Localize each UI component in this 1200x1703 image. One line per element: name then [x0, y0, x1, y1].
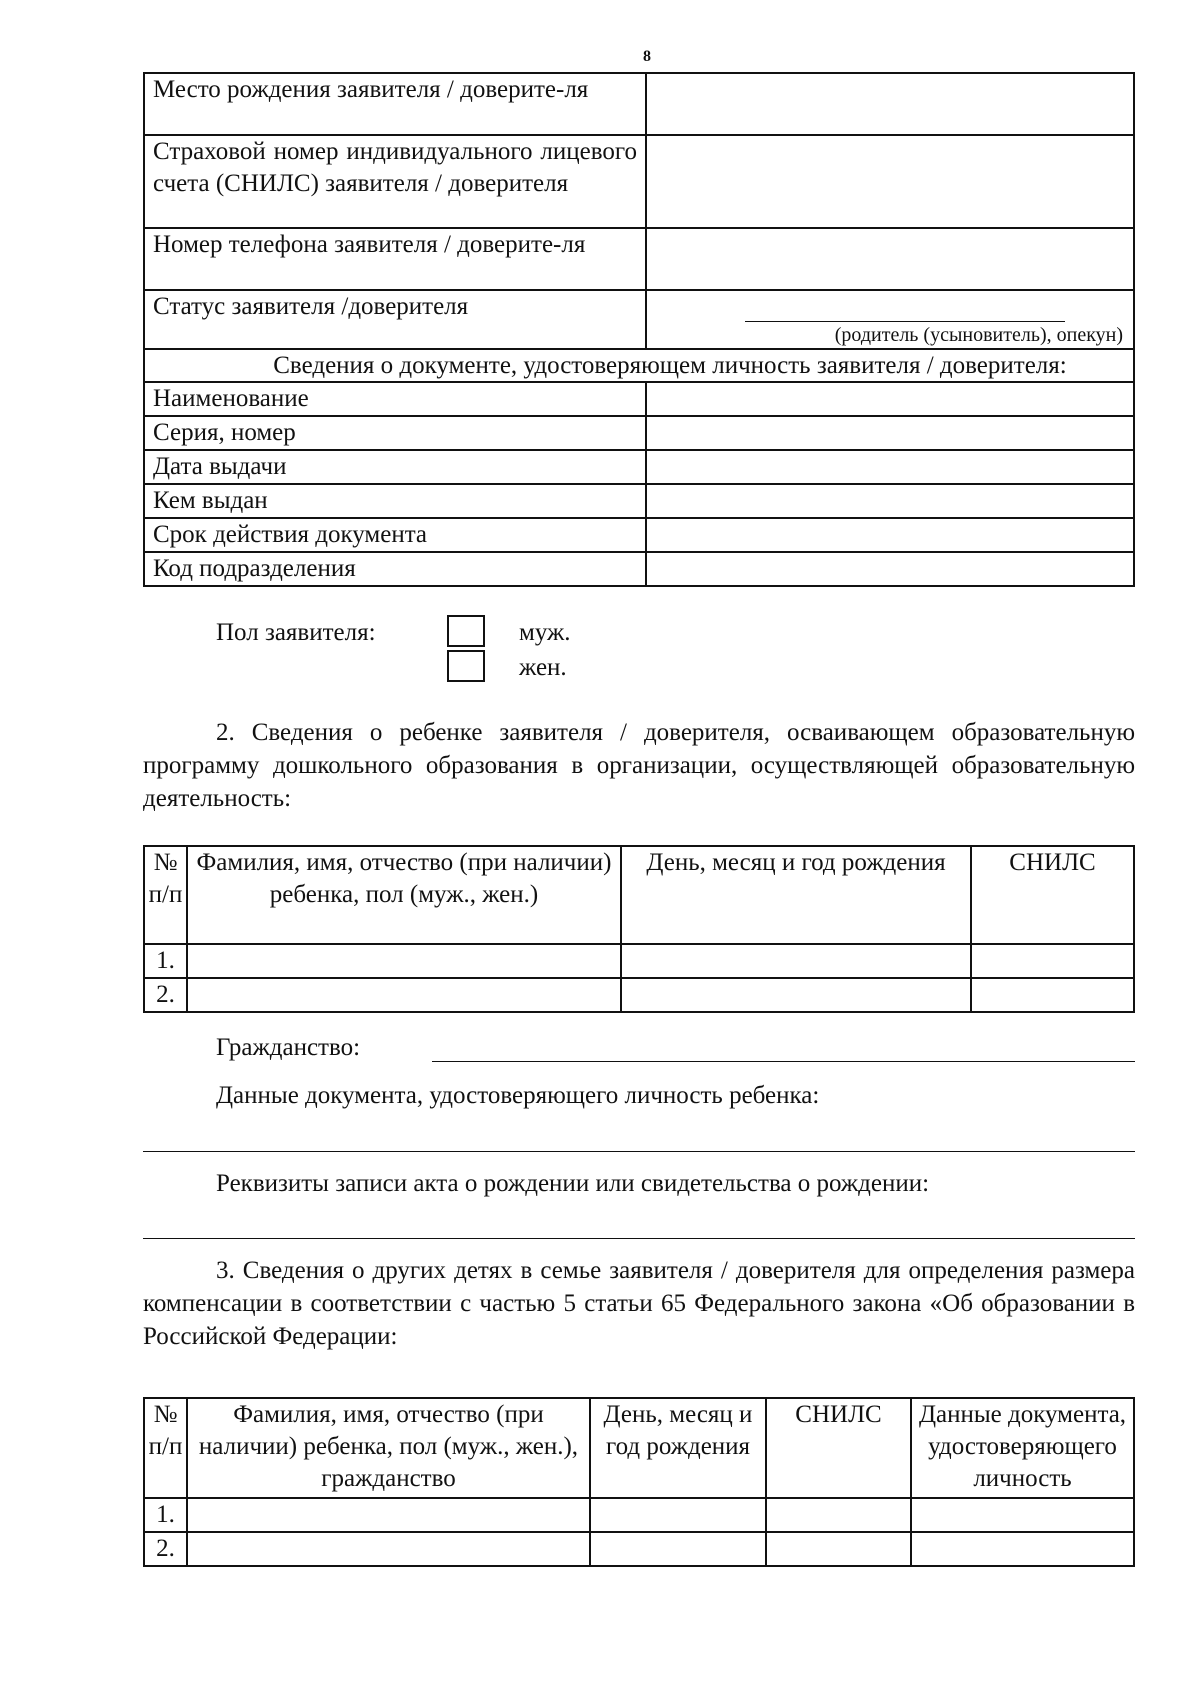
- id-doc-date-field[interactable]: [646, 450, 1134, 484]
- id-doc-name-label: Наименование: [144, 382, 646, 416]
- child-name-cell[interactable]: [187, 978, 621, 1012]
- row-number: 1.: [144, 944, 187, 978]
- birthplace-label: Место рождения заявителя / доверите-ля: [144, 73, 646, 135]
- child-table-header-number: № п/п: [144, 846, 187, 944]
- gender-female-checkbox[interactable]: [447, 650, 485, 682]
- child-birthdate-cell[interactable]: [621, 978, 971, 1012]
- id-doc-heading: Сведения о документе, удостоверяющем личность заявителя / доверителя:: [144, 349, 1134, 382]
- other-table-header-name: Фамилия, имя, отчество (при наличии) ребенка, пол (муж., жен.), гражданство: [187, 1398, 590, 1498]
- phone-label: Номер телефона заявителя / доверите-ля: [144, 228, 646, 290]
- gender-label: Пол заявителя:: [216, 619, 376, 646]
- table-row: [144, 978, 1134, 1012]
- other-children-table: [143, 1397, 1135, 1567]
- birth-act-field[interactable]: [143, 1238, 1135, 1239]
- other-table-header-birthdate: День, месяц и год рождения: [590, 1398, 766, 1498]
- row-number: 1.: [144, 1498, 187, 1532]
- id-doc-dept-code-field[interactable]: [646, 552, 1134, 586]
- phone-field[interactable]: [646, 228, 1134, 290]
- gender-female-label: жен.: [519, 654, 567, 681]
- child-doc-field[interactable]: [143, 1151, 1135, 1152]
- other-birthdate-cell[interactable]: [590, 1498, 766, 1532]
- other-table-header-number: № п/п: [144, 1398, 187, 1498]
- other-name-cell[interactable]: [187, 1532, 590, 1566]
- id-doc-validity-label: Срок действия документа: [144, 518, 646, 552]
- other-table-header-snils: СНИЛС: [766, 1398, 911, 1498]
- id-doc-series-label: Серия, номер: [144, 416, 646, 450]
- child-snils-cell[interactable]: [971, 944, 1134, 978]
- other-name-cell[interactable]: [187, 1498, 590, 1532]
- birthplace-field[interactable]: [646, 73, 1134, 135]
- other-snils-cell[interactable]: [766, 1532, 911, 1566]
- child-name-cell[interactable]: [187, 944, 621, 978]
- id-doc-date-label: Дата выдачи: [144, 450, 646, 484]
- section-3-text: 3. Сведения о других детях в семье заявителя / доверителя для определения размера компенсации в соответствии с частью 5 статьи 65 Федерального закона «Об образовании в Российской Федерации:: [143, 1257, 1135, 1350]
- section-2-text: 2. Сведения о ребенке заявителя / доверителя, осваивающем образовательную программу дошкольного образования в организации, осуществляющей образовательную деятельность:: [143, 719, 1135, 812]
- row-number: 2.: [144, 978, 187, 1012]
- snils-label: Страховой номер индивидуального лицевого счета (СНИЛС) заявителя / доверителя: [144, 135, 646, 228]
- child-table-header-birthdate: День, месяц и год рождения: [621, 846, 971, 944]
- table-row: [144, 1532, 1134, 1566]
- gender-male-label: муж.: [519, 619, 571, 646]
- id-doc-name-field[interactable]: [646, 382, 1134, 416]
- birth-act-label: Реквизиты записи акта о рождении или свидетельства о рождении:: [216, 1170, 930, 1197]
- row-number: 2.: [144, 1532, 187, 1566]
- id-doc-dept-code-label: Код подразделения: [144, 552, 646, 586]
- status-label: Статус заявителя /доверителя: [144, 290, 646, 349]
- snils-field[interactable]: [646, 135, 1134, 228]
- other-birthdate-cell[interactable]: [590, 1532, 766, 1566]
- table-row: [144, 1498, 1134, 1532]
- applicant-table: [143, 72, 1135, 587]
- table-row: [144, 944, 1134, 978]
- status-hint: (родитель (усыновитель), опекун): [834, 324, 1123, 346]
- id-doc-issuer-field[interactable]: [646, 484, 1134, 518]
- page-number: 8: [643, 48, 651, 65]
- child-table-header-name: Фамилия, имя, отчество (при наличии) ребенка, пол (муж., жен.): [187, 846, 621, 944]
- id-doc-issuer-label: Кем выдан: [144, 484, 646, 518]
- child-table-header-snils: СНИЛС: [971, 846, 1134, 944]
- gender-male-checkbox[interactable]: [447, 615, 485, 647]
- id-doc-validity-field[interactable]: [646, 518, 1134, 552]
- id-doc-series-field[interactable]: [646, 416, 1134, 450]
- other-id-doc-cell[interactable]: [911, 1498, 1134, 1532]
- citizenship-label: Гражданство:: [216, 1034, 361, 1061]
- status-field[interactable]: [646, 290, 1134, 349]
- child-snils-cell[interactable]: [971, 978, 1134, 1012]
- child-doc-label: Данные документа, удостоверяющего личность ребенка:: [216, 1082, 820, 1109]
- other-snils-cell[interactable]: [766, 1498, 911, 1532]
- child-birthdate-cell[interactable]: [621, 944, 971, 978]
- citizenship-field[interactable]: [432, 1061, 1135, 1062]
- child-table: [143, 845, 1135, 1013]
- other-id-doc-cell[interactable]: [911, 1532, 1134, 1566]
- other-table-header-id-doc: Данные документа, удостоверяющего личность: [911, 1398, 1134, 1498]
